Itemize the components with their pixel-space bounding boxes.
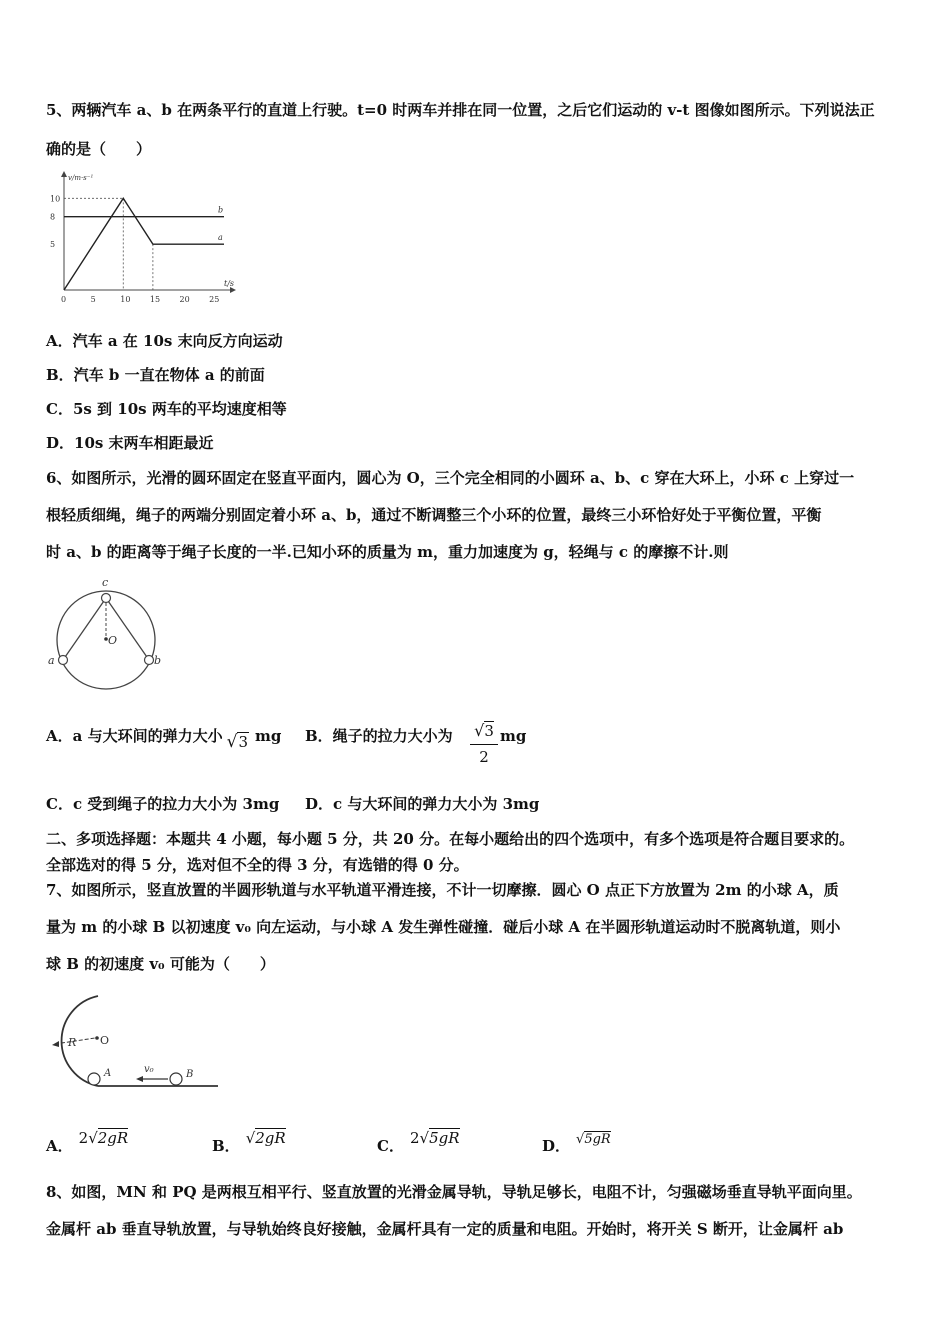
center-o-dot <box>95 1036 99 1040</box>
y-tick-label: 5 <box>50 240 56 250</box>
x-tick-label: 15 <box>149 295 161 304</box>
q6-option-b-prefix: B．绳子的拉力大小为 <box>305 727 453 745</box>
q5-option-d: D．10s 末两车相距最近 <box>46 434 214 452</box>
q6-option-b <box>305 726 453 746</box>
q7-option-d-radicand: 5gR <box>584 1132 611 1147</box>
label-b: b <box>154 654 162 667</box>
sqrt-sign: √ <box>576 1132 585 1147</box>
q8-stem-line1: 8、如图，MN 和 PQ 是两根互相平行、竖直放置的光滑金属导轨，导轨足够长，电阻不计，匀强磁场垂直导轨平面向里。 <box>46 1183 862 1201</box>
q7-option-c-coef: 2 <box>409 1129 420 1147</box>
q6-stem-line2: 根轻质细绳，绳子的两端分别固定着小环 a、b，通过不断调整三个小环的位置，最终三小环恰好处于平衡位置，平衡 <box>46 506 822 524</box>
label-b: B <box>186 1069 194 1080</box>
q5-stem-line2: 确的是（ ） <box>46 140 152 158</box>
label-o: O <box>100 1034 110 1047</box>
x-tick-label: 5 <box>90 295 96 304</box>
q7-option-a-radicand: 2gR <box>97 1129 129 1147</box>
q7-option-c-radicand: 5gR <box>429 1129 460 1147</box>
q7-option-d-letter: D． <box>542 1137 571 1155</box>
q6-option-a-radicand: 3 <box>238 733 248 751</box>
series-line-a <box>64 198 224 290</box>
q5-vt-chart <box>40 168 240 308</box>
ring-b <box>145 656 154 665</box>
q6-option-b-denominator: 2 <box>479 748 489 766</box>
label-v: v₀ <box>144 1064 154 1075</box>
x-tick-label: 0 <box>61 295 67 304</box>
sqrt-sign: √ <box>245 1129 256 1147</box>
q6-option-a-prefix: A．a 与大环间的弹力大小 <box>46 727 223 745</box>
q7-option-a <box>46 1128 129 1155</box>
q6-option-d: D．c 与大环间的弹力大小为 3mg <box>305 795 540 813</box>
q7-option-a-letter: A． <box>46 1137 73 1155</box>
y-tick-label: 8 <box>50 212 56 222</box>
ball-a <box>88 1073 100 1085</box>
ring-a <box>59 656 68 665</box>
label-a: A <box>104 1068 112 1079</box>
q7-stem-line2: 量为 m 的小球 B 以初速度 v₀ 向左运动，与小球 A 发生弹性碰撞．碰后小球 A 在半圆形轨道运动时不脱离轨道，则小 <box>46 918 841 936</box>
section2-line2: 全部选对的得 5 分，选对但不全的得 3 分，有选错的得 0 分。 <box>46 856 469 874</box>
semicircle-track <box>62 996 98 1086</box>
section2-line1: 二、多项选择题：本题共 4 小题，每小题 5 分，共 20 分。在每小题给出的四个选项中，有多个选项是符合题目要求的。 <box>46 830 855 848</box>
q5-stem-line1: 5、两辆汽车 a、b 在两条平行的直道上行驶。t=0 时两车并排在同一位置，之后它们运动的 v-t 图像如图所示。下列说法正 <box>46 101 875 119</box>
sqrt-sign: √ <box>88 1129 98 1147</box>
q5-option-c: C．5s 到 10s 两车的平均速度相等 <box>46 400 287 418</box>
q6-option-b-radicand: 3 <box>484 722 494 740</box>
series-label-a: a <box>218 233 223 243</box>
q8-stem-line2: 金属杆 ab 垂直导轨放置，与导轨始终良好接触，金属杆具有一定的质量和电阻。开始时，将开关 S 断开，让金属杆 ab <box>46 1220 844 1238</box>
y-axis-arrow-icon <box>61 171 67 177</box>
fraction-bar <box>470 744 498 745</box>
x-tick-label: 10 <box>120 295 131 304</box>
q7-option-b-radicand: 2gR <box>255 1129 286 1147</box>
x-tick-label: 20 <box>179 295 190 304</box>
q7-option-b <box>212 1128 286 1155</box>
q6-stem-line1: 6、如图所示，光滑的圆环固定在竖直平面内，圆心为 O，三个完全相同的小圆环 a、b、c 穿在大环上，小环 c 上穿过一 <box>46 469 855 487</box>
ball-b <box>170 1073 182 1085</box>
radius-arrow-icon <box>52 1041 59 1047</box>
ring-c <box>102 594 111 603</box>
y-axis-label: v/m·s⁻¹ <box>68 174 94 182</box>
sqrt-sign: √ <box>474 721 485 740</box>
x-axis-label: t/s <box>224 279 235 288</box>
q6-option-a-unit: mg <box>254 727 282 745</box>
q7-option-d <box>542 1128 611 1155</box>
label-c: c <box>102 576 109 589</box>
velocity-arrowhead-icon <box>136 1076 143 1082</box>
q7-track-figure <box>40 990 225 1090</box>
label-o: O <box>108 634 118 647</box>
y-tick-label: 10 <box>50 194 61 204</box>
series-label-b: b <box>218 205 224 215</box>
sqrt-sign: √ <box>419 1129 430 1147</box>
q5-option-b: B．汽车 b 一直在物体 a 的前面 <box>46 366 265 384</box>
q7-stem-line1: 7、如图所示，竖直放置的半圆形轨道与水平轨道平滑连接，不计一切摩擦．圆心 O 点正下方放置为 2m 的小球 A，质 <box>46 881 839 899</box>
q6-option-a <box>46 726 282 752</box>
label-a: a <box>48 654 55 667</box>
sqrt-sign: √ <box>226 732 238 752</box>
q6-stem-line3: 时 a、b 的距离等于绳子长度的一半.已知小环的质量为 m，重力加速度为 g，轻绳与 c 的摩擦不计.则 <box>46 543 729 561</box>
q6-option-b-unit: mg <box>500 727 527 745</box>
q6-option-b-fraction <box>470 720 498 767</box>
q7-stem-line3: 球 B 的初速度 v₀ 可能为（ ） <box>46 955 275 973</box>
q7-option-b-letter: B． <box>212 1137 240 1155</box>
q7-option-a-coef: 2 <box>78 1129 89 1147</box>
q7-option-c <box>377 1128 460 1155</box>
q5-option-a: A．汽车 a 在 10s 末向反方向运动 <box>46 332 283 350</box>
x-tick-label: 25 <box>209 295 220 304</box>
q7-option-c-letter: C． <box>377 1137 404 1155</box>
q6-option-c: C．c 受到绳子的拉力大小为 3mg <box>46 795 280 813</box>
q6-ring-figure <box>40 570 170 695</box>
label-r: R <box>68 1036 77 1049</box>
